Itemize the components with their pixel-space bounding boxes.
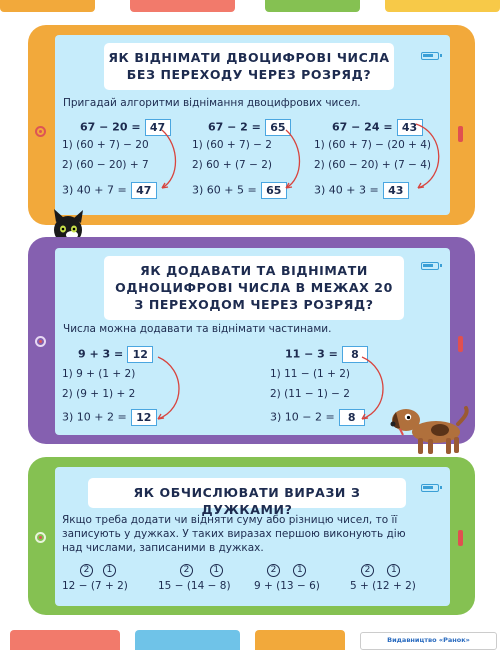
section-1-title: ЯК ВІДНІМАТИ ДВОЦИФРОВІ ЧИСЛА БЕЗ ПЕРЕХОДУ ЧЕРЕЗ РОЗРЯД?	[104, 43, 394, 90]
bracket-expression: 15 − (14 − 8)	[158, 580, 231, 592]
battery-icon	[421, 262, 439, 270]
step-2: 2) (11 − 1) − 2	[270, 388, 350, 400]
bottom-strip	[10, 630, 120, 650]
bracket-expression: 12 − (7 + 2)	[62, 580, 128, 592]
step-1: 1) 9 + (1 + 2)	[62, 368, 136, 380]
step-2: 2) 60 + (7 − 2)	[192, 159, 272, 171]
bracket-expression: 9 + (13 − 6)	[254, 580, 320, 592]
camera-icon	[35, 532, 46, 543]
side-button-icon	[458, 336, 463, 352]
answer-box: 65	[261, 182, 287, 199]
top-strip	[130, 0, 235, 12]
arrow-icon	[150, 128, 180, 194]
answer-box: 8	[342, 346, 368, 363]
arrow-icon	[152, 355, 188, 425]
answer-box: 12	[127, 346, 153, 363]
section-2-title: ЯК ДОДАВАТИ ТА ВІДНІМАТИ ОДНОЦИФРОВІ ЧИСЛА В МЕЖАХ 20 З ПЕРЕХОДОМ ЧЕРЕЗ РОЗРЯД?	[104, 256, 404, 320]
top-strip	[0, 0, 95, 12]
answer-box: 12	[131, 409, 157, 426]
step-3: 3) 40 + 7 = 47	[62, 182, 157, 199]
expression: 67 − 24 = 43	[332, 119, 423, 136]
arrow-icon	[412, 122, 448, 194]
answer-box: 47	[131, 182, 157, 199]
order-marks: 2 1	[80, 563, 116, 577]
expression: 67 − 20 = 47	[80, 119, 171, 136]
section-3-title: ЯК ОБЧИСЛЮВАТИ ВИРАЗИ З ДУЖКАМИ?	[88, 478, 406, 508]
answer-box: 43	[397, 119, 423, 136]
battery-icon	[421, 52, 439, 60]
step-3: 3) 10 + 2 = 12	[62, 409, 157, 426]
bottom-strip	[255, 630, 345, 650]
answer-box: 43	[383, 182, 409, 199]
section-2-intro: Числа можна додавати та віднімати частинами.	[63, 323, 332, 335]
answer-box: 47	[145, 119, 171, 136]
order-marks: 2 1	[361, 563, 400, 577]
step-3: 3) 40 + 3 = 43	[314, 182, 409, 199]
section-3-text: Якщо треба додати чи відняти суму або різницю чисел, то її записують у дужках. У таких виразах першою виконують дію над числами, записаними в дужках.	[62, 514, 406, 554]
side-button-icon	[458, 530, 463, 546]
bottom-strip	[135, 630, 240, 650]
camera-icon	[35, 336, 46, 347]
step-1: 1) (60 + 7) − 2	[192, 139, 272, 151]
step-2: 2) (9 + 1) + 2	[62, 388, 136, 400]
camera-icon	[35, 126, 46, 137]
section-1-intro: Пригадай алгоритми віднімання двоцифрових чисел.	[63, 97, 361, 109]
step-2: 2) (60 − 20) + (7 − 4)	[314, 159, 432, 171]
step-3: 3) 10 − 2 = 8	[270, 409, 365, 426]
order-marks: 2 1	[180, 563, 223, 577]
top-strip	[385, 0, 500, 12]
answer-box: 65	[265, 119, 291, 136]
expression: 9 + 3 = 12	[78, 346, 153, 363]
step-1: 1) (60 + 7) − (20 + 4)	[314, 139, 432, 151]
publisher-logo: Видавництво «Ранок»	[360, 632, 497, 650]
battery-icon	[421, 484, 439, 492]
bracket-expression: 5 + (12 + 2)	[350, 580, 416, 592]
answer-box: 8	[339, 409, 365, 426]
step-2: 2) (60 − 20) + 7	[62, 159, 149, 171]
arrow-icon	[276, 128, 306, 194]
top-strip	[265, 0, 360, 12]
dog-illustration	[388, 402, 470, 460]
side-button-icon	[458, 126, 463, 142]
expression: 67 − 2 = 65	[208, 119, 291, 136]
step-1: 1) (60 + 7) − 20	[62, 139, 149, 151]
step-1: 1) 11 − (1 + 2)	[270, 368, 350, 380]
expression: 11 − 3 = 8	[285, 346, 368, 363]
arrow-icon	[356, 355, 392, 425]
step-3: 3) 60 + 5 = 65	[192, 182, 287, 199]
order-marks: 2 1	[267, 563, 306, 577]
